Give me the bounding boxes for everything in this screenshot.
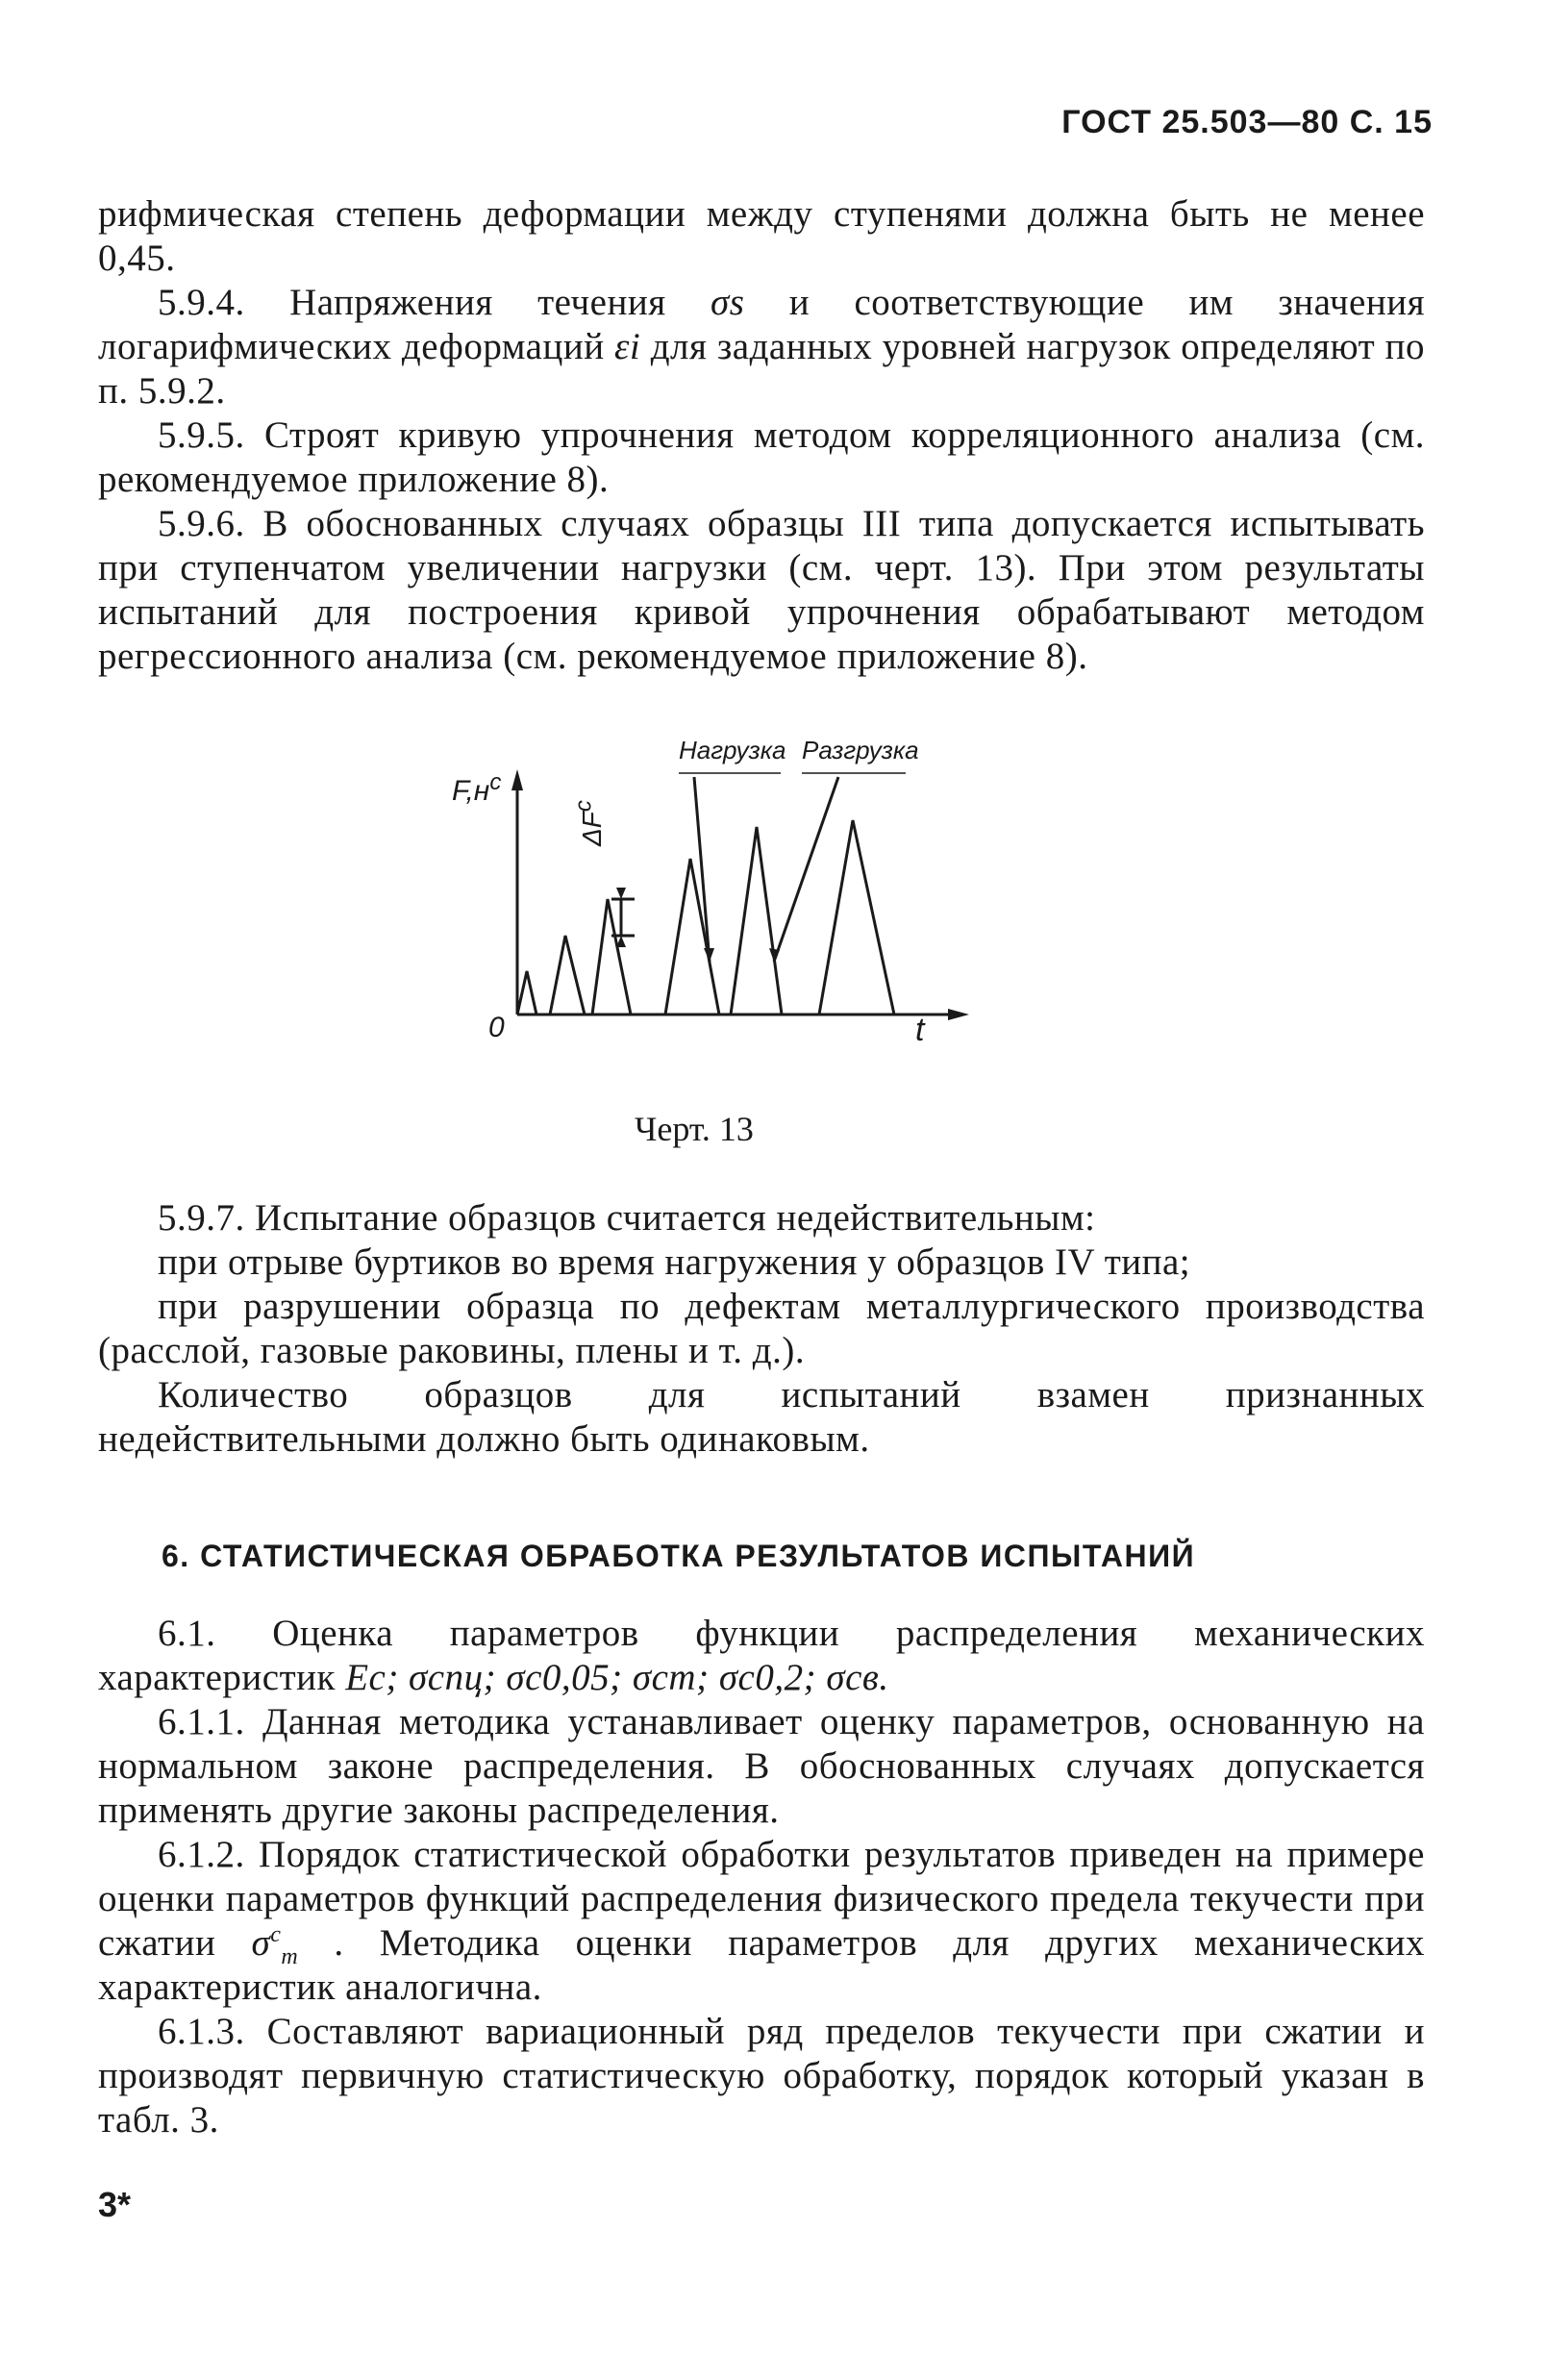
paragraph-continuation: рифмическая степень деформации между ступенями должна быть не менее 0,45. bbox=[98, 193, 1425, 279]
section-title: 6. СТАТИСТИЧЕСКАЯ ОБРАБОТКА РЕЗУЛЬТАТОВ ИСПЫТАНИЙ bbox=[162, 1539, 1196, 1573]
section-text bbox=[98, 1612, 1425, 2142]
delta-f-label: $\Delta F^c$ bbox=[570, 800, 607, 846]
paragraph-6-1-3: 6.1.3. Составляют вариационный ряд пределов текучести при сжатии и производят первичную статистическую обработку, порядок который указан в табл. 3. bbox=[98, 2011, 1425, 2141]
paragraph-replacement: Количество образцов для испытаний взамен признанных недействительными должно быть одинаковым. bbox=[98, 1374, 1425, 1460]
paragraph-5-9-7: 5.9.7. Испытание образцов считается недействительным: bbox=[158, 1197, 1096, 1239]
x-arrow-head bbox=[948, 1009, 969, 1020]
paragraph-5-9-5: 5.9.5. Строят кривую упрочнения методом корреляционного анализа (см. рекомендуемое приложение 8). bbox=[98, 414, 1425, 500]
eps-i-symbol: εi bbox=[614, 326, 641, 367]
paragraph-condition-1: при отрыве буртиков во время нагружения у образцов IV типа; bbox=[158, 1241, 1191, 1283]
y-arrow-head bbox=[511, 769, 523, 790]
running-header: ГОСТ 25.503—80 С. 15 bbox=[1061, 104, 1433, 140]
load-leader bbox=[694, 777, 710, 962]
unload-leader bbox=[774, 777, 838, 962]
load-label: Нагрузка bbox=[679, 736, 786, 764]
figure-caption: Черт. 13 bbox=[635, 1110, 754, 1148]
origin-label: 0 bbox=[488, 1012, 505, 1043]
top-text bbox=[98, 192, 1425, 679]
paragraph-5-9-4: 5.9.4. Напряжения течения σs и соответствующие им значения логарифмических деформаций εi для заданных уровней нагрузок определяют по п. 5.9.2. bbox=[98, 282, 1426, 412]
x-axis-label: t bbox=[915, 1012, 925, 1048]
figure-13 bbox=[442, 731, 1019, 1067]
unload-label: Разгрузка bbox=[802, 736, 919, 764]
paragraph-6-1-2: 6.1.2. Порядок статистической обработки результатов приведен на примере оценки параметров функций распределения физического предела текучести при сжатии $\sigma^c_т$ . Методика оценки параметров для других механических характеристик аналогична. bbox=[98, 1834, 1426, 2008]
page-footer-mark: 3* bbox=[98, 2185, 132, 2224]
mid-text bbox=[98, 1196, 1425, 1462]
paragraph-condition-2: при разрушении образца по дефектам металлургического производства (расслой, газовые раковины, плены и т. д.). bbox=[98, 1286, 1425, 1371]
paragraph-5-9-6: 5.9.6. В обоснованных случаях образцы III типа допускается испытывать при ступенчатом увеличении нагрузки (см. черт. 13). При этом результаты испытаний для построения кривой упрочнения обрабатывают методом регрессионного анализа (см. рекомендуемое приложение 8). bbox=[98, 503, 1425, 677]
paragraph-6-1-1: 6.1.1. Данная методика устанавливает оценку параметров, основанную на нормальном законе распределения. В обоснованных случаях допускается применять другие законы распределения. bbox=[98, 1701, 1425, 1831]
y-axis-label: $F,н^c$ bbox=[452, 769, 502, 807]
sigma-s-symbol: σs bbox=[711, 282, 745, 323]
paragraph-6-1: 6.1. Оценка параметров функции распределения механических характеристик Eс; σсnц; σс0,05; σст; σс0,2; σсв. bbox=[98, 1613, 1425, 1698]
formula-6-1: Eс; σсnц; σс0,05; σст; σс0,2; σсв. bbox=[345, 1657, 889, 1698]
